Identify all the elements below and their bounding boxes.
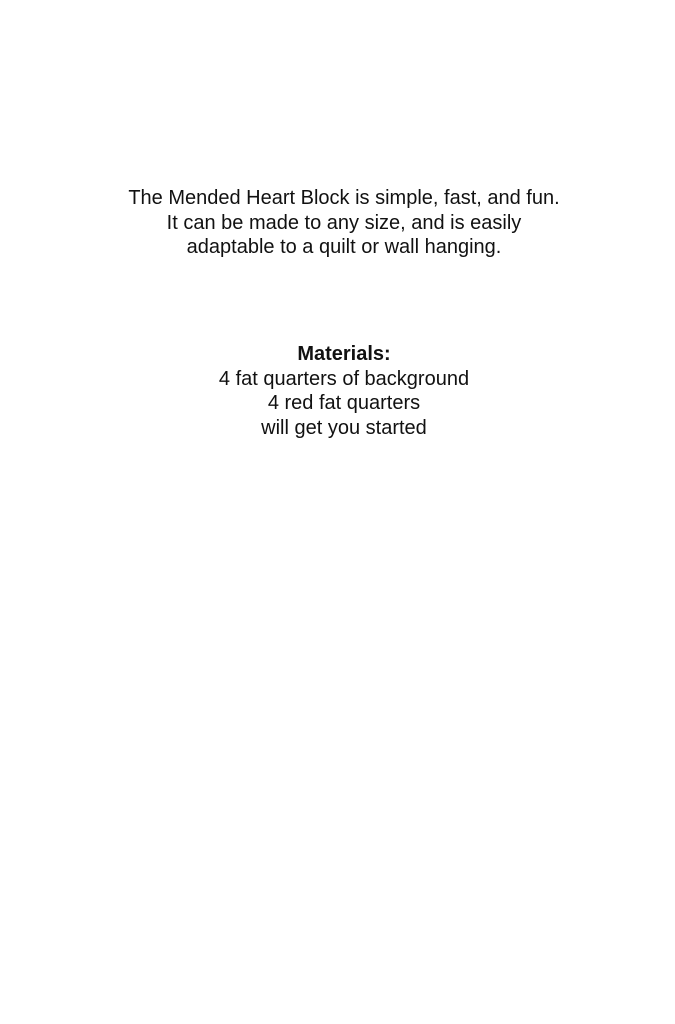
materials-item: 4 red fat quarters [267,392,421,414]
materials-item: 4 fat quarters of background [218,367,470,390]
intro-line: It can be made to any size, and is easily [166,211,522,234]
intro-line: adaptable to a quilt or wall hanging. [186,236,502,258]
materials-item: will get you started [261,416,427,439]
materials-section [0,342,675,440]
intro-line: The Mended Heart Block is simple, fast, and fun. [128,187,560,209]
intro-paragraph [0,186,675,260]
materials-heading: Materials: [297,343,391,365]
